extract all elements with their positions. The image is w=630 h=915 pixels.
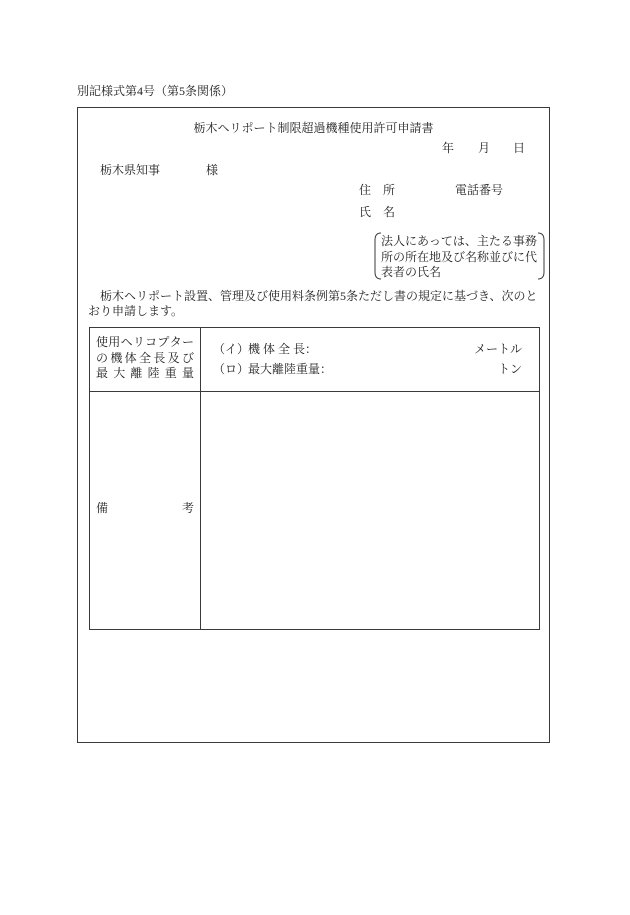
addressee-name: 栃木県知事 <box>100 163 161 177</box>
remarks-field <box>201 392 539 629</box>
label-char: 陸 <box>147 366 160 380</box>
label-char: 長 <box>153 350 166 365</box>
corporate-note-line: 表者の氏名 <box>381 265 442 279</box>
label-char: 及 <box>167 350 180 365</box>
address-label: 住 所 <box>359 183 396 197</box>
addressee-honorific: 様 <box>206 163 219 177</box>
label-char: 量 <box>181 366 194 380</box>
label-char: 体 <box>124 350 137 365</box>
weight-label: 最大離陸重量： <box>248 362 333 376</box>
phone-label: 電話番号 <box>455 183 504 197</box>
length-marker: （イ） <box>213 342 250 356</box>
label-char: の <box>96 350 109 365</box>
form-title: 栃木ヘリポート制限超過機種使用許可申請書 <box>193 121 434 135</box>
label-char: リ <box>132 335 145 349</box>
corporate-note-line: 所の所在地及び名称並びに代 <box>381 249 538 264</box>
label-char: タ <box>169 335 182 349</box>
length-label: 機 体 全 長： <box>248 342 318 356</box>
label-char: 大 <box>113 366 126 380</box>
label-char: 備 <box>96 501 109 515</box>
date-month-label: 月 <box>478 141 491 155</box>
label-char: 使 <box>96 335 109 349</box>
helicopter-spec-header-line <box>96 366 194 382</box>
date-year-label: 年 <box>442 141 455 155</box>
label-char: 最 <box>96 366 109 380</box>
label-char: 離 <box>130 366 143 380</box>
label-char: プ <box>157 335 170 349</box>
helicopter-spec-header-line <box>96 351 194 367</box>
label-char: び <box>181 350 194 365</box>
label-char: 重 <box>164 366 177 380</box>
label-char: ー <box>181 335 194 349</box>
applicant-name-label: 氏 名 <box>359 205 396 219</box>
helicopter-spec-header-line <box>96 335 194 351</box>
form-number: 別記様式第4号（第5条関係） <box>77 84 234 98</box>
label-char: 考 <box>181 501 194 515</box>
remarks-label <box>96 501 194 515</box>
helicopter-details-table <box>89 327 540 630</box>
label-char: 全 <box>138 350 151 365</box>
label-char: 用 <box>108 335 121 349</box>
statement-line: 栃木ヘリポート設置、管理及び使用料条例第5条ただし書の規定に基づき、次のと <box>100 289 538 303</box>
application-statement <box>88 289 538 319</box>
statement-line: おり申請します。 <box>88 304 184 318</box>
date-day-label: 日 <box>513 141 526 155</box>
label-char: ヘ <box>120 335 133 349</box>
weight-unit: トン <box>497 362 522 376</box>
weight-marker: （ロ） <box>213 362 250 376</box>
corporate-note <box>381 234 537 281</box>
label-char: 機 <box>110 350 123 365</box>
label-char: コ <box>145 335 158 349</box>
helicopter-spec-header <box>96 335 194 382</box>
corporate-note-line: 法人にあっては、主たる事務 <box>381 234 537 248</box>
length-unit: メートル <box>473 342 522 356</box>
